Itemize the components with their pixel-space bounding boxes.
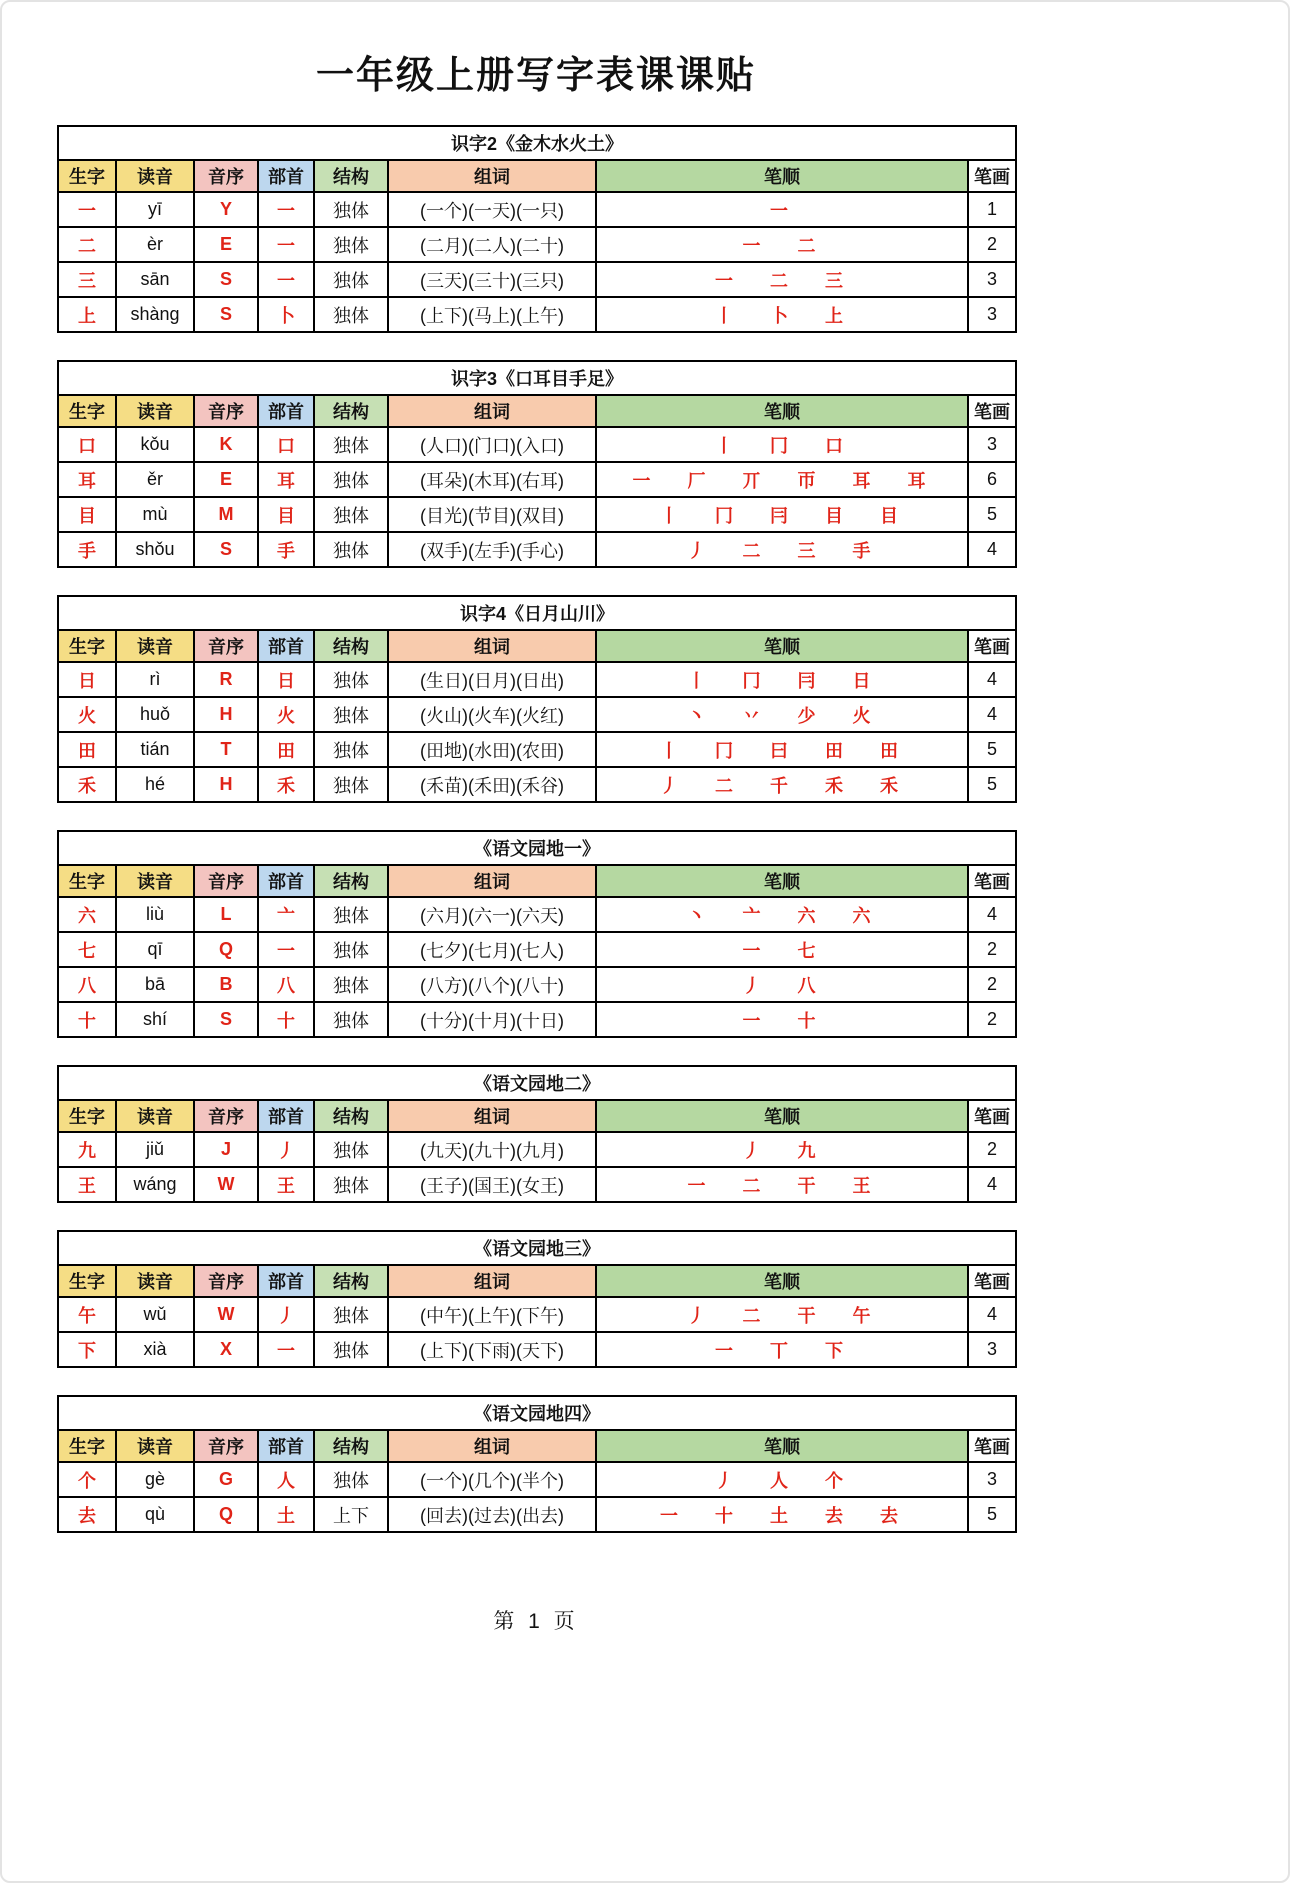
structure-cell: 独体 xyxy=(314,297,388,332)
words-cell: (三天)(三十)(三只) xyxy=(388,262,596,297)
header-yinxu: 音序 xyxy=(194,630,258,662)
radical-cell: 一 xyxy=(258,192,314,227)
pinyin-cell: hé xyxy=(116,767,194,802)
stroke-count-cell: 5 xyxy=(968,497,1016,532)
structure-cell: 独体 xyxy=(314,497,388,532)
header-bishun: 笔顺 xyxy=(596,865,968,897)
pinyin-cell: rì xyxy=(116,662,194,697)
structure-cell: 独体 xyxy=(314,532,388,567)
header-shengzi: 生字 xyxy=(58,160,116,192)
char-cell: 九 xyxy=(58,1132,116,1167)
stroke-count-cell: 4 xyxy=(968,662,1016,697)
words-cell: (九天)(九十)(九月) xyxy=(388,1132,596,1167)
radical-cell: 手 xyxy=(258,532,314,567)
table-header-row xyxy=(58,160,1016,192)
table-header-row xyxy=(58,1265,1016,1297)
structure-cell: 独体 xyxy=(314,1002,388,1037)
structure-cell: 独体 xyxy=(314,662,388,697)
stroke-order-cell: 丿 二 三 手 xyxy=(596,532,968,567)
stroke-count-cell: 6 xyxy=(968,462,1016,497)
radical-cell: 八 xyxy=(258,967,314,1002)
structure-cell: 独体 xyxy=(314,462,388,497)
header-bihua: 笔画 xyxy=(968,1100,1016,1132)
header-bushou: 部首 xyxy=(258,395,314,427)
stroke-count-cell: 5 xyxy=(968,732,1016,767)
char-cell: 六 xyxy=(58,897,116,932)
page-title: 一年级上册写字表课课贴 xyxy=(315,55,756,97)
header-shengzi: 生字 xyxy=(58,395,116,427)
table-title: 《语文园地四》 xyxy=(58,1396,1016,1430)
char-cell: 王 xyxy=(58,1167,116,1202)
header-bishun: 笔顺 xyxy=(596,630,968,662)
worksheet-table-shizi3 xyxy=(57,360,1017,568)
table-row xyxy=(58,932,1016,967)
table-row xyxy=(58,262,1016,297)
header-duyin: 读音 xyxy=(116,865,194,897)
initial-cell: Q xyxy=(194,932,258,967)
stroke-order-cell: 丨 冂 口 xyxy=(596,427,968,462)
pinyin-cell: shǒu xyxy=(116,532,194,567)
words-cell: (禾苗)(禾田)(禾谷) xyxy=(388,767,596,802)
stroke-count-cell: 3 xyxy=(968,1462,1016,1497)
header-bushou: 部首 xyxy=(258,630,314,662)
table-title: 识字3《口耳目手足》 xyxy=(58,361,1016,395)
stroke-order-cell: 一 二 干 王 xyxy=(596,1167,968,1202)
initial-cell: T xyxy=(194,732,258,767)
worksheet-table-shizi2 xyxy=(57,125,1017,333)
radical-cell: 土 xyxy=(258,1497,314,1532)
char-cell: 手 xyxy=(58,532,116,567)
structure-cell: 独体 xyxy=(314,767,388,802)
header-zuci: 组词 xyxy=(388,1430,596,1462)
stroke-order-cell: 一 十 土 去 去 xyxy=(596,1497,968,1532)
char-cell: 十 xyxy=(58,1002,116,1037)
initial-cell: M xyxy=(194,497,258,532)
header-duyin: 读音 xyxy=(116,160,194,192)
char-cell: 日 xyxy=(58,662,116,697)
header-yinxu: 音序 xyxy=(194,865,258,897)
structure-cell: 独体 xyxy=(314,262,388,297)
stroke-count-cell: 4 xyxy=(968,897,1016,932)
stroke-order-cell: 丨 冂 冃 日 xyxy=(596,662,968,697)
header-yinxu: 音序 xyxy=(194,1430,258,1462)
structure-cell: 独体 xyxy=(314,897,388,932)
initial-cell: H xyxy=(194,767,258,802)
words-cell: (人口)(门口)(入口) xyxy=(388,427,596,462)
pinyin-cell: shàng xyxy=(116,297,194,332)
words-cell: (王子)(国王)(女王) xyxy=(388,1167,596,1202)
worksheet-table-yuwenyuandi-3 xyxy=(57,1230,1017,1368)
stroke-order-cell: 丿 人 个 xyxy=(596,1462,968,1497)
char-cell: 上 xyxy=(58,297,116,332)
header-zuci: 组词 xyxy=(388,395,596,427)
header-bihua: 笔画 xyxy=(968,865,1016,897)
words-cell: (一个)(几个)(半个) xyxy=(388,1462,596,1497)
page-content xyxy=(57,2,1015,1635)
radical-cell: 田 xyxy=(258,732,314,767)
header-duyin: 读音 xyxy=(116,1265,194,1297)
header-bihua: 笔画 xyxy=(968,1430,1016,1462)
table-title: 《语文园地三》 xyxy=(58,1231,1016,1265)
header-bishun: 笔顺 xyxy=(596,1265,968,1297)
char-cell: 口 xyxy=(58,427,116,462)
header-shengzi: 生字 xyxy=(58,1100,116,1132)
words-cell: (回去)(过去)(出去) xyxy=(388,1497,596,1532)
char-cell: 禾 xyxy=(58,767,116,802)
table-title-row xyxy=(58,1231,1016,1265)
table-title-row xyxy=(58,361,1016,395)
header-zuci: 组词 xyxy=(388,1100,596,1132)
initial-cell: S xyxy=(194,532,258,567)
pinyin-cell: shí xyxy=(116,1002,194,1037)
stroke-count-cell: 4 xyxy=(968,697,1016,732)
structure-cell: 独体 xyxy=(314,227,388,262)
structure-cell: 独体 xyxy=(314,1297,388,1332)
radical-cell: 一 xyxy=(258,262,314,297)
pinyin-cell: qī xyxy=(116,932,194,967)
stroke-count-cell: 3 xyxy=(968,1332,1016,1367)
initial-cell: S xyxy=(194,1002,258,1037)
header-bushou: 部首 xyxy=(258,1430,314,1462)
header-yinxu: 音序 xyxy=(194,1265,258,1297)
initial-cell: K xyxy=(194,427,258,462)
char-cell: 一 xyxy=(58,192,116,227)
char-cell: 午 xyxy=(58,1297,116,1332)
stroke-order-cell: 丶 丷 少 火 xyxy=(596,697,968,732)
char-cell: 火 xyxy=(58,697,116,732)
stroke-order-cell: 一 厂 丌 帀 耳 耳 xyxy=(596,462,968,497)
table-title: 识字4《日月山川》 xyxy=(58,596,1016,630)
header-bishun: 笔顺 xyxy=(596,1430,968,1462)
stroke-order-cell: 丨 冂 冃 目 目 xyxy=(596,497,968,532)
header-bishun: 笔顺 xyxy=(596,1100,968,1132)
stroke-count-cell: 2 xyxy=(968,1132,1016,1167)
header-shengzi: 生字 xyxy=(58,630,116,662)
stroke-count-cell: 4 xyxy=(968,532,1016,567)
initial-cell: E xyxy=(194,462,258,497)
radical-cell: 禾 xyxy=(258,767,314,802)
header-bushou: 部首 xyxy=(258,865,314,897)
words-cell: (中午)(上午)(下午) xyxy=(388,1297,596,1332)
worksheet-table-yuwenyuandi-1 xyxy=(57,830,1017,1038)
header-bishun: 笔顺 xyxy=(596,395,968,427)
char-cell: 七 xyxy=(58,932,116,967)
table-title: 《语文园地一》 xyxy=(58,831,1016,865)
initial-cell: R xyxy=(194,662,258,697)
stroke-count-cell: 2 xyxy=(968,932,1016,967)
header-shengzi: 生字 xyxy=(58,865,116,897)
char-cell: 目 xyxy=(58,497,116,532)
words-cell: (双手)(左手)(手心) xyxy=(388,532,596,567)
words-cell: (七夕)(七月)(七人) xyxy=(388,932,596,967)
initial-cell: L xyxy=(194,897,258,932)
stroke-count-cell: 5 xyxy=(968,767,1016,802)
stroke-order-cell: 丨 卜 上 xyxy=(596,297,968,332)
header-duyin: 读音 xyxy=(116,395,194,427)
words-cell: (一个)(一天)(一只) xyxy=(388,192,596,227)
header-bushou: 部首 xyxy=(258,160,314,192)
header-yinxu: 音序 xyxy=(194,160,258,192)
words-cell: (耳朵)(木耳)(右耳) xyxy=(388,462,596,497)
table-row xyxy=(58,297,1016,332)
initial-cell: W xyxy=(194,1297,258,1332)
structure-cell: 独体 xyxy=(314,192,388,227)
stroke-order-cell: 丿 二 千 禾 禾 xyxy=(596,767,968,802)
words-cell: (十分)(十月)(十日) xyxy=(388,1002,596,1037)
table-title-row xyxy=(58,126,1016,160)
pinyin-cell: jiǔ xyxy=(116,1132,194,1167)
char-cell: 耳 xyxy=(58,462,116,497)
page-footer: 第 1 页 xyxy=(493,1610,579,1633)
header-bishun: 笔顺 xyxy=(596,160,968,192)
initial-cell: J xyxy=(194,1132,258,1167)
header-jiegou: 结构 xyxy=(314,1430,388,1462)
header-duyin: 读音 xyxy=(116,630,194,662)
structure-cell: 独体 xyxy=(314,1132,388,1167)
structure-cell: 独体 xyxy=(314,932,388,967)
char-cell: 八 xyxy=(58,967,116,1002)
structure-cell: 上下 xyxy=(314,1497,388,1532)
header-zuci: 组词 xyxy=(388,160,596,192)
stroke-order-cell: 一 十 xyxy=(596,1002,968,1037)
initial-cell: Y xyxy=(194,192,258,227)
header-zuci: 组词 xyxy=(388,1265,596,1297)
char-cell: 去 xyxy=(58,1497,116,1532)
table-header-row xyxy=(58,1100,1016,1132)
pinyin-cell: èr xyxy=(116,227,194,262)
stroke-count-cell: 3 xyxy=(968,427,1016,462)
pinyin-cell: tián xyxy=(116,732,194,767)
header-jiegou: 结构 xyxy=(314,630,388,662)
table-title-row xyxy=(58,1066,1016,1100)
table-row xyxy=(58,767,1016,802)
stroke-order-cell: 丨 冂 曰 田 田 xyxy=(596,732,968,767)
radical-cell: 火 xyxy=(258,697,314,732)
radical-cell: 十 xyxy=(258,1002,314,1037)
words-cell: (目光)(节目)(双目) xyxy=(388,497,596,532)
radical-cell: 丿 xyxy=(258,1132,314,1167)
pinyin-cell: kǒu xyxy=(116,427,194,462)
table-row xyxy=(58,227,1016,262)
table-title: 识字2《金木水火土》 xyxy=(58,126,1016,160)
table-row xyxy=(58,732,1016,767)
initial-cell: Q xyxy=(194,1497,258,1532)
table-row xyxy=(58,967,1016,1002)
words-cell: (田地)(水田)(农田) xyxy=(388,732,596,767)
table-row xyxy=(58,897,1016,932)
header-shengzi: 生字 xyxy=(58,1265,116,1297)
header-bihua: 笔画 xyxy=(968,160,1016,192)
structure-cell: 独体 xyxy=(314,967,388,1002)
stroke-count-cell: 5 xyxy=(968,1497,1016,1532)
stroke-order-cell: 一 xyxy=(596,192,968,227)
structure-cell: 独体 xyxy=(314,732,388,767)
initial-cell: S xyxy=(194,297,258,332)
pinyin-cell: yī xyxy=(116,192,194,227)
radical-cell: 日 xyxy=(258,662,314,697)
header-jiegou: 结构 xyxy=(314,1100,388,1132)
structure-cell: 独体 xyxy=(314,697,388,732)
radical-cell: 一 xyxy=(258,227,314,262)
char-cell: 个 xyxy=(58,1462,116,1497)
table-row xyxy=(58,192,1016,227)
table-row xyxy=(58,662,1016,697)
pinyin-cell: qù xyxy=(116,1497,194,1532)
header-bushou: 部首 xyxy=(258,1100,314,1132)
table-row xyxy=(58,1132,1016,1167)
header-bushou: 部首 xyxy=(258,1265,314,1297)
structure-cell: 独体 xyxy=(314,427,388,462)
char-cell: 下 xyxy=(58,1332,116,1367)
stroke-count-cell: 3 xyxy=(968,262,1016,297)
pinyin-cell: wǔ xyxy=(116,1297,194,1332)
table-header-row xyxy=(58,1430,1016,1462)
pinyin-cell: mù xyxy=(116,497,194,532)
header-jiegou: 结构 xyxy=(314,160,388,192)
table-header-row xyxy=(58,395,1016,427)
structure-cell: 独体 xyxy=(314,1332,388,1367)
pinyin-cell: liù xyxy=(116,897,194,932)
words-cell: (火山)(火车)(火红) xyxy=(388,697,596,732)
stroke-order-cell: 丿 八 xyxy=(596,967,968,1002)
char-cell: 二 xyxy=(58,227,116,262)
table-header-row xyxy=(58,630,1016,662)
header-bihua: 笔画 xyxy=(968,1265,1016,1297)
stroke-count-cell: 1 xyxy=(968,192,1016,227)
table-title-row xyxy=(58,596,1016,630)
header-duyin: 读音 xyxy=(116,1430,194,1462)
stroke-count-cell: 4 xyxy=(968,1297,1016,1332)
worksheet-table-yuwenyuandi-2 xyxy=(57,1065,1017,1203)
pinyin-cell: gè xyxy=(116,1462,194,1497)
radical-cell: 卜 xyxy=(258,297,314,332)
stroke-order-cell: 一 二 xyxy=(596,227,968,262)
initial-cell: H xyxy=(194,697,258,732)
stroke-order-cell: 一 七 xyxy=(596,932,968,967)
initial-cell: E xyxy=(194,227,258,262)
pinyin-cell: xià xyxy=(116,1332,194,1367)
table-title: 《语文园地二》 xyxy=(58,1066,1016,1100)
structure-cell: 独体 xyxy=(314,1167,388,1202)
radical-cell: 丿 xyxy=(258,1297,314,1332)
structure-cell: 独体 xyxy=(314,1462,388,1497)
words-cell: (生日)(日月)(日出) xyxy=(388,662,596,697)
table-header-row xyxy=(58,865,1016,897)
header-yinxu: 音序 xyxy=(194,395,258,427)
table-row xyxy=(58,497,1016,532)
table-row xyxy=(58,697,1016,732)
initial-cell: B xyxy=(194,967,258,1002)
radical-cell: 亠 xyxy=(258,897,314,932)
worksheet-table-yuwenyuandi-4 xyxy=(57,1395,1017,1533)
stroke-count-cell: 3 xyxy=(968,297,1016,332)
radical-cell: 耳 xyxy=(258,462,314,497)
stroke-order-cell: 一 二 三 xyxy=(596,262,968,297)
radical-cell: 目 xyxy=(258,497,314,532)
table-title-row xyxy=(58,831,1016,865)
table-row xyxy=(58,1002,1016,1037)
stroke-order-cell: 丶 亠 六 六 xyxy=(596,897,968,932)
worksheet-table-shizi4 xyxy=(57,595,1017,803)
header-jiegou: 结构 xyxy=(314,865,388,897)
table-row xyxy=(58,1497,1016,1532)
table-row xyxy=(58,462,1016,497)
stroke-count-cell: 2 xyxy=(968,967,1016,1002)
table-row xyxy=(58,1297,1016,1332)
table-row xyxy=(58,427,1016,462)
header-jiegou: 结构 xyxy=(314,395,388,427)
stroke-count-cell: 4 xyxy=(968,1167,1016,1202)
initial-cell: W xyxy=(194,1167,258,1202)
table-row xyxy=(58,1167,1016,1202)
radical-cell: 王 xyxy=(258,1167,314,1202)
table-row xyxy=(58,1462,1016,1497)
table-row xyxy=(58,1332,1016,1367)
words-cell: (八方)(八个)(八十) xyxy=(388,967,596,1002)
header-shengzi: 生字 xyxy=(58,1430,116,1462)
table-title-row xyxy=(58,1396,1016,1430)
header-zuci: 组词 xyxy=(388,630,596,662)
words-cell: (六月)(六一)(六天) xyxy=(388,897,596,932)
pinyin-cell: wáng xyxy=(116,1167,194,1202)
header-bihua: 笔画 xyxy=(968,630,1016,662)
radical-cell: 人 xyxy=(258,1462,314,1497)
char-cell: 三 xyxy=(58,262,116,297)
words-cell: (上下)(马上)(上午) xyxy=(388,297,596,332)
header-duyin: 读音 xyxy=(116,1100,194,1132)
radical-cell: 一 xyxy=(258,1332,314,1367)
stroke-order-cell: 一 丅 下 xyxy=(596,1332,968,1367)
header-zuci: 组词 xyxy=(388,865,596,897)
stroke-order-cell: 丿 九 xyxy=(596,1132,968,1167)
header-jiegou: 结构 xyxy=(314,1265,388,1297)
stroke-order-cell: 丿 二 干 午 xyxy=(596,1297,968,1332)
radical-cell: 一 xyxy=(258,932,314,967)
initial-cell: G xyxy=(194,1462,258,1497)
initial-cell: S xyxy=(194,262,258,297)
words-cell: (二月)(二人)(二十) xyxy=(388,227,596,262)
words-cell: (上下)(下雨)(天下) xyxy=(388,1332,596,1367)
stroke-count-cell: 2 xyxy=(968,227,1016,262)
header-bihua: 笔画 xyxy=(968,395,1016,427)
table-row xyxy=(58,532,1016,567)
header-yinxu: 音序 xyxy=(194,1100,258,1132)
pinyin-cell: bā xyxy=(116,967,194,1002)
pinyin-cell: ěr xyxy=(116,462,194,497)
radical-cell: 口 xyxy=(258,427,314,462)
pinyin-cell: huǒ xyxy=(116,697,194,732)
stroke-count-cell: 2 xyxy=(968,1002,1016,1037)
initial-cell: X xyxy=(194,1332,258,1367)
char-cell: 田 xyxy=(58,732,116,767)
pinyin-cell: sān xyxy=(116,262,194,297)
